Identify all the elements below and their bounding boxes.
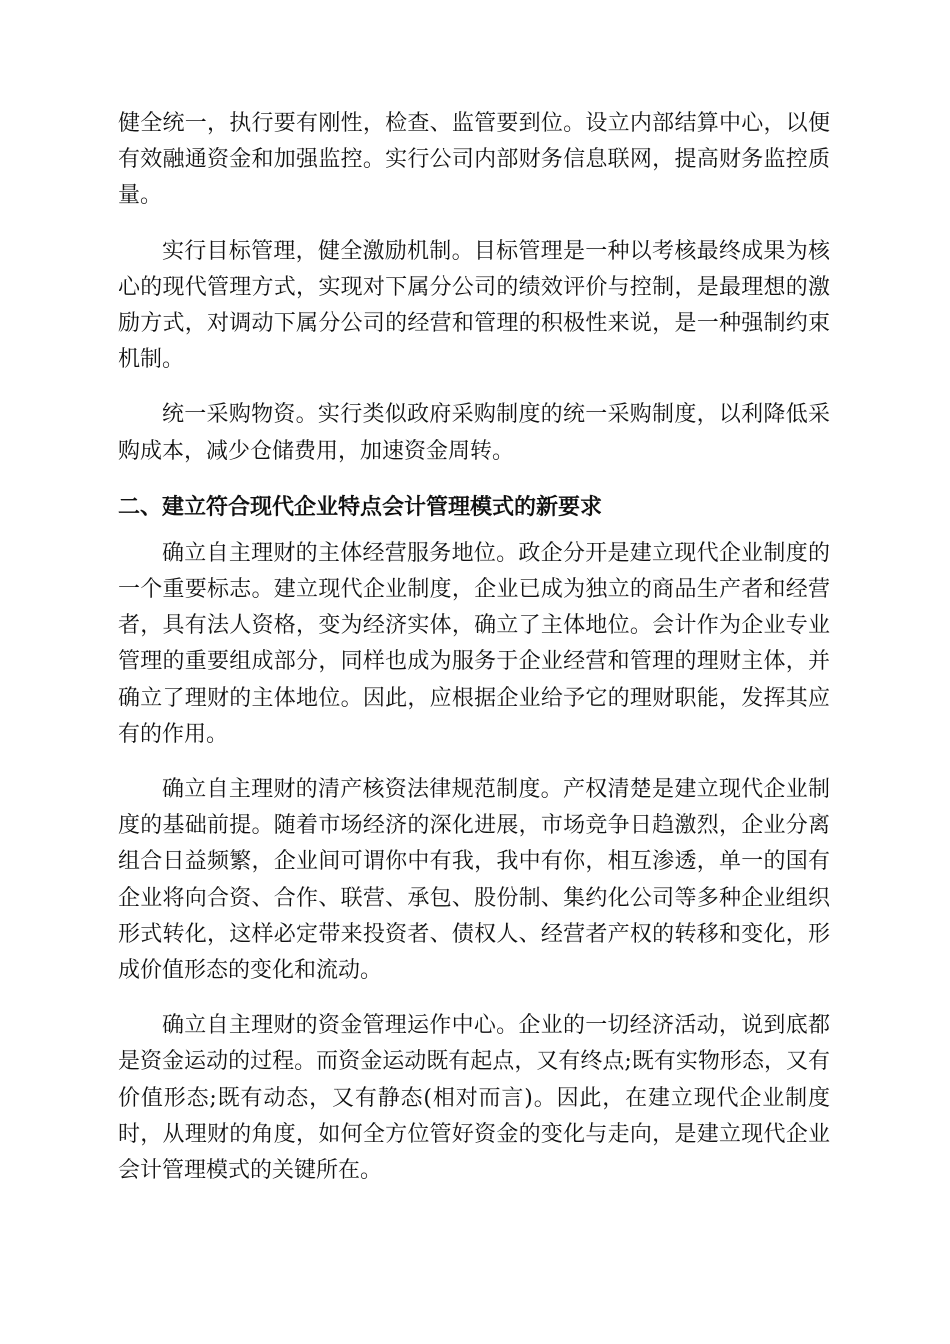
section-heading: 二、建立符合现代企业特点会计管理模式的新要求: [118, 494, 603, 520]
paragraph-1: 健全统一，执行要有刚性，检查、监管要到位。设立内部结算中心，以便有效融通资金和加强监控。实行公司内部财务信息联网，提高财务监控质量。: [118, 111, 830, 209]
paragraph-6: 确立自主理财的资金管理运作中心。企业的一切经济活动，说到底都是资金运动的过程。而资金运动既有起点，又有终点;既有实物形态，又有价值形态;既有动态，又有静态(相对而言)。因此，在建立现代企业制度时，从理财的角度，如何全方位管好资金的变化与走向，是建立现代企业会计管理模式的关键所在。: [118, 1013, 830, 1184]
paragraph-2: 实行目标管理，健全激励机制。目标管理是一种以考核最终成果为核心的现代管理方式，实现对下属分公司的绩效评价与控制，是最理想的激励方式，对调动下属分公司的经营和管理的积极性来说，是一种强制约束机制。: [118, 238, 830, 373]
paragraph-3: 统一采购物资。实行类似政府采购制度的统一采购制度，以利降低采购成本，减少仓储费用，加速资金周转。: [118, 402, 830, 464]
paragraph-4: 确立自主理财的主体经营服务地位。政企分开是建立现代企业制度的一个重要标志。建立现代企业制度，企业已成为独立的商品生产者和经营者，具有法人资格，变为经济实体，确立了主体地位。会计作为企业专业管理的重要组成部分，同样也成为服务于企业经营和管理的理财主体，并确立了理财的主体地位。因此，应根据企业给予它的理财职能，发挥其应有的作用。: [118, 540, 830, 747]
paragraph-5: 确立自主理财的清产核资法律规范制度。产权清楚是建立现代企业制度的基础前提。随着市场经济的深化进展，市场竞争日趋激烈，企业分离组合日益频繁，企业间可谓你中有我，我中有你，相互渗透，单一的国有企业将向合资、合作、联营、承包、股份制、集约化公司等多种企业组织形式转化，这样必定带来投资者、债权人、经营者产权的转移和变化，形成价值形态的变化和流动。: [118, 777, 830, 984]
